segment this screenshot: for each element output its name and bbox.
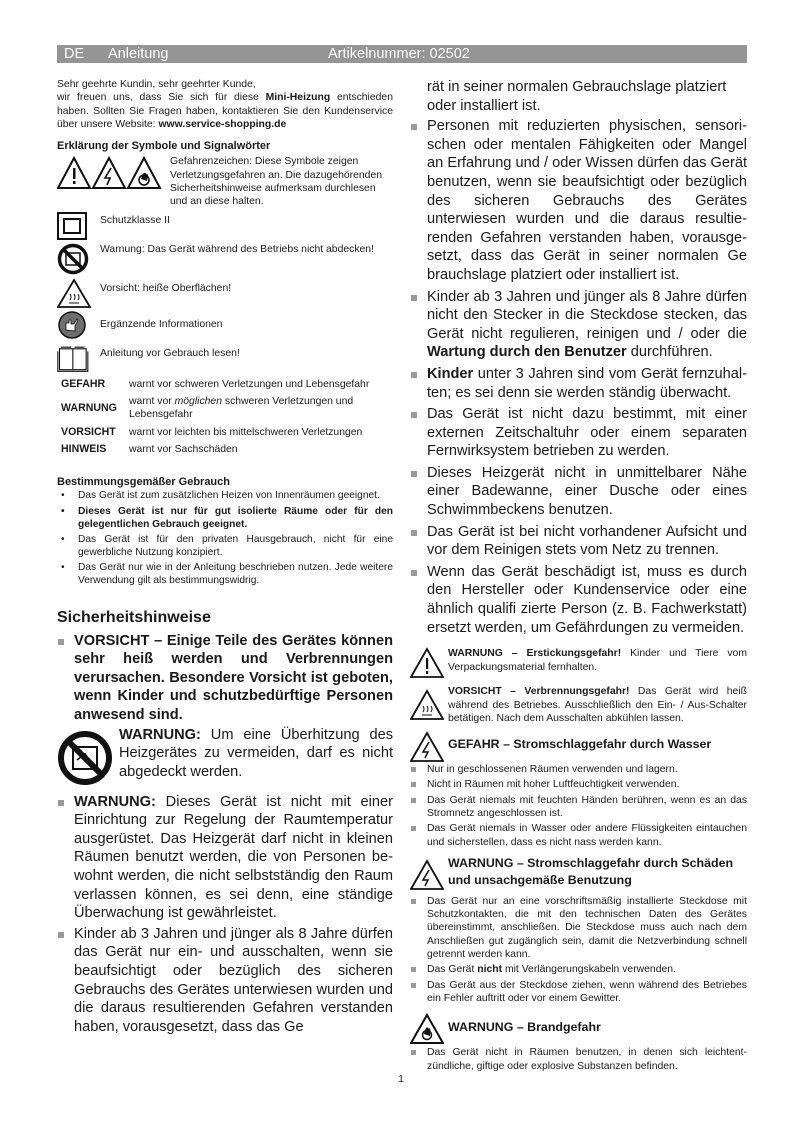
warning-damage [410, 855, 747, 893]
signal-words [57, 378, 393, 456]
item-text: Um eine Überhitzung des Heizgerätes zu vermeiden, darf es nicht abgedeckt werden. [119, 726, 393, 780]
language-code: DE [64, 46, 85, 62]
document-title: Anleitung [108, 46, 169, 62]
item-text: unter 3 Jahren sind vom Gerät fernzuhalten; es sei denn sie werden ständig überwacht. [427, 365, 747, 401]
item-text: Das Gerät [427, 964, 478, 976]
info-hand-icon [57, 311, 92, 339]
item-text: Das Gerät nicht in Räumen benutzen, in denen sich leichtentzündliche, giftige oder explosive Substanzen befinden. [427, 1047, 747, 1072]
list-item [410, 778, 747, 791]
bullet-icon [411, 570, 417, 576]
intro-paragraph [57, 91, 393, 131]
intro [57, 78, 393, 131]
do-not-cover-icon [57, 243, 92, 275]
hot-surface-icon [57, 278, 92, 308]
item-text: Personen mit reduzierten physischen, sensorischen oder mentalen Fähigkeiten oder Mangel an Erfahrung und / oder Wissen dürfen das Gerät benutzen, wenn sie beaufsichtigt oder bezüglich des sicheren Gebrauchs des Gerätes unterwiesen wurden und die daraus resultierenden Gefahren verstanden haben, vorausgesetzt, dass das Gerät in seiner normalen Ge brauchslage platziert oder installiert ist. [427, 118, 747, 283]
bullet-icon [411, 967, 416, 972]
fire-hazard-icon [410, 1013, 444, 1045]
item-text: Dieses Gerät ist nicht mit einer Einrichtung zur Regelung der Raumtemperatur ausgerüstet. Das Heizgerät darf nicht in kleinen Räumen benutzt werden, die von Personen bewohnt werden, die nicht selbstständig den Raum verlassen können, es sei denn, eine ständige Überwachung ist gewährleistet. [74, 793, 393, 922]
item-text: Nicht in Räumen mit hoher Luftfeuchtigkeit verwenden. [427, 779, 680, 791]
bullet-icon [411, 826, 416, 831]
continued-text: rät in seiner normalen Gebrauchslage platziert oder installiert ist. [427, 79, 727, 114]
list-item [410, 763, 747, 776]
item-text: Dieses Heizgerät nicht in unmittelbarer Nähe einer Badewanne, einer Dusche oder eines Schwimmbeckens benutzen. [427, 464, 747, 519]
item-text: Das Gerät nur an eine vorschriftsmäßig installierte Steckdose mit Schutzkontakten, die mit den technischen Daten des Gerätes übereinstimmt, anschließen. Die Steckdose muss auch nach dem Anschließen gut zugänglich sein, damit die Netzverbindung schnell getrennt werden kann. [427, 895, 747, 961]
intro-text: entschieden haben. Sollten Sie Fragen haben, kontaktieren Sie den Kundenservice über unsere Website: [57, 92, 393, 130]
warning-fire [410, 1013, 747, 1045]
emphasis: Kinder [427, 365, 474, 382]
bullet-icon [411, 767, 416, 772]
intended-use-list [57, 490, 393, 587]
item-text: Das Gerät aus der Steckdose ziehen, wenn während des Betriebes ein Fehler auftritt oder vor einem Gewitter. [427, 979, 747, 1004]
symbol-description: Vorsicht: heiße Oberflächen! [100, 282, 232, 294]
page-number: 1 [398, 1073, 404, 1085]
bullet-icon [411, 372, 417, 378]
warning-text [444, 647, 747, 674]
symbol-description: Ergänzende Informationen [100, 318, 223, 330]
list-item: • Das Gerät ist für den privaten Hausgebrauch, nicht für eine gewerbliche Nutzung konzipiert. [57, 534, 393, 559]
list-item [410, 963, 747, 976]
bullet-icon [58, 639, 64, 645]
list-item [57, 632, 393, 725]
text: warnt vor [129, 395, 175, 407]
list-item [410, 563, 747, 637]
symbol-description: Anleitung vor Gebrauch lesen! [100, 347, 240, 359]
signal-word: VORSICHT [61, 425, 116, 438]
symbol-description: Warnung: Das Gerät während des Betriebs nicht abdecken! [100, 243, 374, 255]
warning-heading: WARNUNG – Brandgefahr [448, 1020, 601, 1035]
warning-water [410, 731, 747, 763]
hazard-triangles-icon [57, 155, 162, 191]
list-item: • Das Gerät ist zum zusätzlichen Heizen von Innenräumen geeignet. [57, 490, 393, 503]
content-columns [57, 0, 747, 1073]
item-text: mit Verlängerungskabeln verwenden. [502, 964, 676, 976]
item-text: Das Gerät wird heiß während des Betriebes. Ausschließlich den Ein- / Aus-Schalter betätigen. Nach dem Ausschalten abkühlen lassen. [448, 686, 747, 724]
electric-hazard-icon [410, 859, 444, 893]
list-item [410, 794, 747, 821]
safety-list-right [410, 117, 747, 637]
damage-list [410, 895, 747, 1005]
symbol-do-not-cover [57, 243, 393, 275]
list-item [410, 464, 747, 520]
list-item [410, 822, 747, 849]
item-text: VORSICHT – Einige Teile des Gerätes können sehr heiß werden und Verbrennungen verursachen. Besondere Vorsicht ist geboten, wenn Kinder und schutzbedürftige Personen anwesend sind. [74, 632, 393, 723]
bullet-icon [411, 798, 416, 803]
bullet-icon [411, 782, 416, 787]
item-text: Das Gerät ist nicht dazu bestimmt, mit einer externen Zeitschaltuhr oder einem separaten Fernwirksystem betrieben zu werden. [427, 406, 747, 460]
symbol-hot-surface [57, 278, 393, 308]
item-text: Kinder und Tiere vom Verpackungsmaterial fernhalten. [448, 648, 747, 673]
symbol-hazards [57, 155, 393, 208]
bullet-icon [411, 412, 417, 418]
list-item [410, 365, 747, 402]
symbols-heading: Erklärung der Symbole und Signalwörter [57, 140, 271, 153]
bullet-icon [411, 983, 416, 988]
article-number: Artikelnummer: 02502 [328, 46, 470, 62]
signal-word: HINWEIS [61, 442, 107, 455]
bullet-icon [411, 471, 417, 477]
signal-description: warnt vor leichten bis mittelschweren Verletzungen [129, 426, 363, 438]
hot-surface-icon [410, 689, 444, 723]
bullet-icon [58, 932, 64, 938]
bullet-icon [411, 530, 417, 536]
protection-class-ii-icon [57, 212, 92, 240]
item-text: Wenn das Gerät beschädigt ist, muss es durch den Hersteller oder Kundenservice oder eine ähnlich qualifi zierte Person (z. B. Fachwerkstatt) ersetzt werden, um Gefährdungen zu vermeiden. [427, 563, 747, 636]
intended-use-heading: Bestimmungsgemäßer Gebrauch [57, 476, 230, 489]
right-column [410, 78, 747, 1073]
emphasis: Wartung durch den Benutzer [427, 344, 627, 361]
item-text: Das Gerät ist bei nicht vorhandener Aufsicht und vor dem Reinigen stets vom Netz zu trennen. [427, 523, 747, 559]
signal-word: GEFAHR [61, 377, 106, 390]
item-text: Das Gerät niemals in Wasser oder andere Flüssigkeiten eintauchen und sicherstellen, dass es nicht nass werden kann. [427, 823, 747, 848]
symbol-info [57, 311, 393, 339]
website-link[interactable]: www.service-shopping.de [158, 118, 287, 130]
text: schweren Verletzungen und Lebensgefahr [129, 395, 354, 421]
list-item [410, 405, 747, 461]
item-text: Kinder ab 3 Jahren und jünger als 8 Jahre dürfen nicht den Stecker in die Steckdose stecken, das Gerät nicht regulieren, reinigen und / oder die [427, 288, 747, 342]
safety-list-left [57, 632, 393, 1037]
item-text: Das Gerät niemals mit feuchten Händen berühren, wenn es an das Stromnetz angeschlossen ist. [427, 794, 747, 819]
bullet-icon [411, 124, 417, 130]
list-item: • Dieses Gerät ist nur für gut isolierte Räume oder für den gelegentlichen Gebrauch geeignet. [57, 506, 393, 531]
bullet-icon [58, 800, 64, 806]
water-list [410, 763, 747, 849]
signal-word: WARNUNG [61, 401, 117, 414]
item-text: durchführen. [626, 344, 713, 361]
left-column [57, 78, 393, 1036]
bullet-icon [411, 295, 417, 301]
warning-label: VORSICHT – Verbrennungsgefahr! [448, 686, 630, 698]
item-text: Nur in geschlossenen Räumen verwenden und lagern. [427, 764, 678, 776]
emphasis: möglichen [174, 395, 222, 407]
warning-burn [410, 685, 747, 725]
list-item [57, 793, 393, 923]
signal-description: warnt vor schweren Verletzungen und Lebensgefahr [129, 378, 370, 390]
warning-label: WARNUNG: [119, 726, 201, 743]
greeting: Sehr geehrte Kundin, sehr geehrter Kunde, [57, 79, 256, 90]
bullet-icon [411, 1050, 416, 1055]
product-name: Mini-Heizung [265, 92, 331, 104]
list-item [410, 117, 747, 284]
symbol-description: Schutzklasse II [100, 214, 170, 226]
warning-text [444, 685, 747, 725]
signal-description [129, 395, 393, 422]
electric-hazard-icon [410, 731, 444, 763]
warning-heading: GEFAHR – Stromschlaggefahr durch Wasser [448, 737, 712, 752]
list-item [410, 288, 747, 362]
list-item [57, 726, 393, 788]
list-item [410, 1046, 747, 1073]
intro-text: wir freuen uns, dass Sie sich für diese [57, 92, 266, 104]
signal-description: warnt vor Sachschäden [129, 443, 238, 455]
list-item [410, 523, 747, 560]
bullet-icon [411, 899, 416, 904]
list-item: • Das Gerät nur wie in der Anleitung beschrieben nutzen. Jede weitere Verwendung gilt als bestimmungswidrig. [57, 562, 393, 587]
symbol-protection-class [57, 212, 393, 240]
fire-list [410, 1046, 747, 1073]
symbol-read-manual [57, 342, 393, 374]
warning-heading: WARNUNG – Stromschlaggefahr durch Schäden und unsachgemäße Benutzung [448, 855, 734, 887]
emphasis: nicht [477, 964, 503, 976]
warning-triangle-icon [410, 647, 444, 679]
safety-heading: Sicherheitshinweise [57, 608, 211, 626]
list-item [57, 925, 393, 1037]
symbol-description: Gefahrenzeichen: Diese Symbole zeigen Verletzungsgefahren an. Die dazugehörenden Sicherheitshinweise aufmerksam durchlesen und an diese halten. [170, 156, 383, 208]
list-item [410, 979, 747, 1006]
warning-label: WARNUNG: [74, 793, 156, 810]
item-text: Kinder ab 3 Jahren und jünger als 8 Jahre dürfen das Gerät nur ein- und ausschalten, wenn sie beaufsichtigt oder bezüglich des sicheren Gebrauchs des Gerätes unterwiesen wurden und die daraus resultierenden Gefahren verstanden haben, vorausgesetzt, dass das Ge [74, 925, 393, 1035]
read-manual-icon [57, 342, 92, 374]
do-not-cover-icon [57, 730, 113, 786]
warning-suffocation [410, 647, 747, 679]
list-item [410, 895, 747, 961]
warning-label: WARNUNG – Erstickungsgefahr! [448, 648, 622, 660]
